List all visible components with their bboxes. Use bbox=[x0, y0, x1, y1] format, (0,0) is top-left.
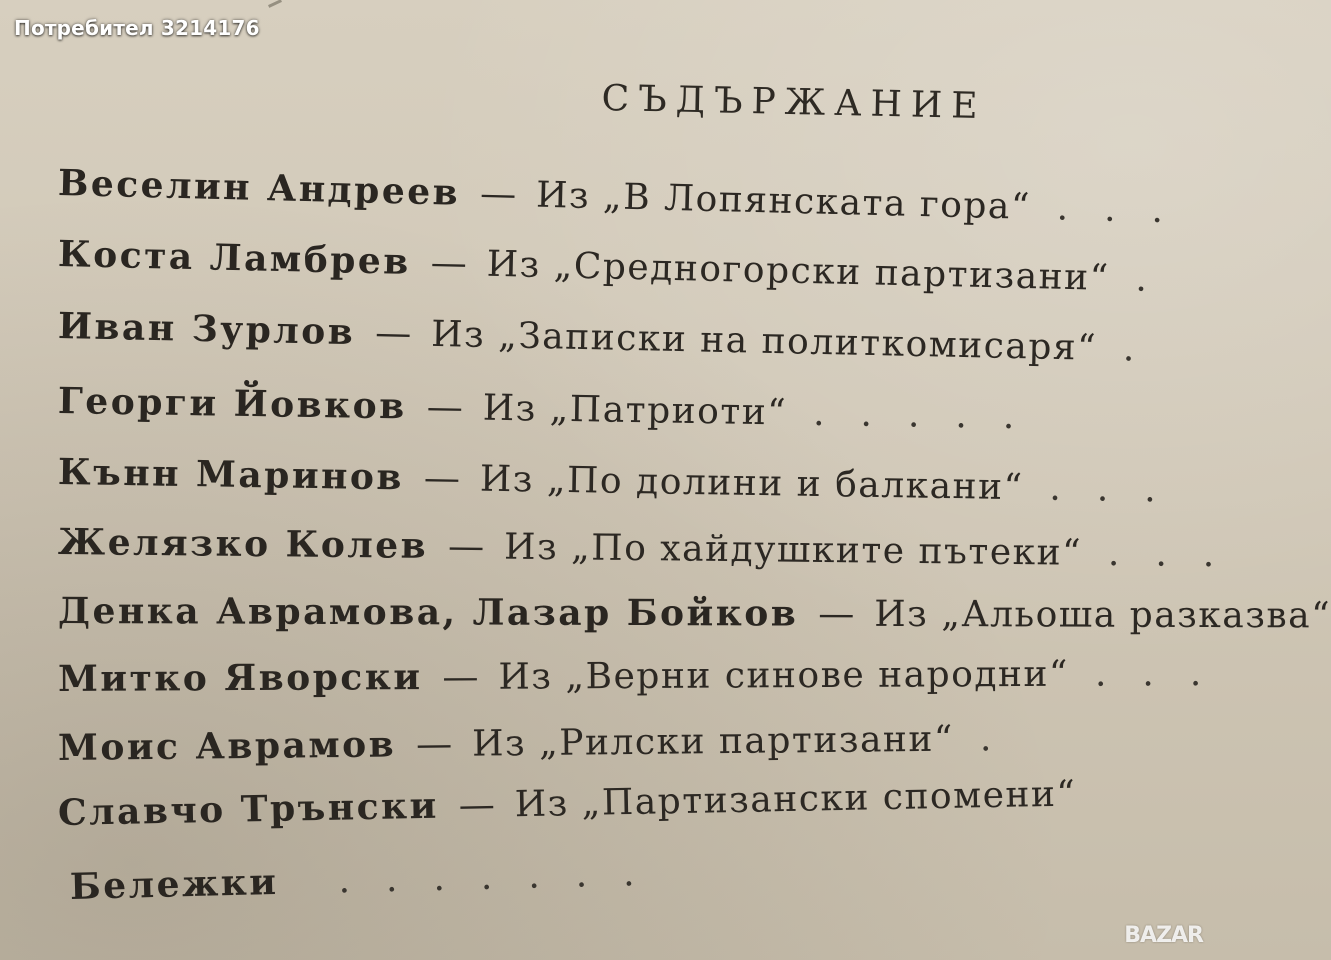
toc-entry bbox=[57, 162, 1199, 232]
toc-author: Бележки bbox=[69, 860, 279, 908]
toc-work-title: Из „Записки на политкомисаря“ bbox=[430, 313, 1098, 369]
toc-author: Кънн Маринов bbox=[57, 451, 405, 499]
toc-entry bbox=[58, 305, 1171, 370]
toc-author: Денка Аврамова, Лазар Бойков bbox=[57, 590, 799, 635]
toc-entry bbox=[58, 717, 1028, 769]
toc-entry bbox=[69, 851, 670, 908]
toc-author: Славчо Трънски bbox=[57, 784, 440, 834]
toc-work-title: Из „Патриоти“ bbox=[482, 387, 788, 434]
toc-work-title: Из „Средногорски партизани“ bbox=[486, 243, 1111, 299]
toc-leader-dots: ... bbox=[1049, 467, 1193, 511]
pencil-mark bbox=[268, 0, 282, 8]
toc-leader-dots: . bbox=[1122, 328, 1171, 371]
toc-author: Иван Зурлов bbox=[57, 305, 356, 354]
toc-dash: — bbox=[479, 173, 517, 216]
toc-leader-dots: . bbox=[979, 717, 1028, 760]
toc-dash: — bbox=[818, 593, 855, 635]
toc-author: Коста Ламбрев bbox=[57, 233, 412, 284]
toc-author: Митко Яворски bbox=[57, 656, 423, 700]
toc-author: Моис Аврамов bbox=[57, 723, 397, 769]
toc-entry bbox=[58, 380, 1051, 438]
toc-work-title: Из „Партизански спомени“ bbox=[514, 773, 1077, 826]
toc-author: Веселин Андреев bbox=[57, 162, 461, 214]
toc-dash: — bbox=[423, 457, 461, 500]
toc-author: Георги Йовков bbox=[57, 380, 408, 428]
toc-work-title: Из „В Лопянската гора“ bbox=[535, 174, 1032, 228]
uploader-username-label: Потребител 3214176 bbox=[14, 16, 260, 40]
toc-dash: — bbox=[374, 312, 412, 355]
toc-author: Желязко Колев bbox=[57, 521, 429, 567]
toc-dash: — bbox=[458, 784, 496, 827]
toc-dash: — bbox=[447, 526, 485, 568]
toc-dash: — bbox=[426, 386, 464, 429]
toc-leader-dots: . bbox=[1135, 258, 1184, 301]
toc-dash: — bbox=[442, 656, 479, 698]
toc-leader-dots: ... bbox=[1056, 187, 1200, 232]
toc-work-title: Из „По долини и балкани“ bbox=[479, 458, 1024, 509]
toc-leader-dots: ... bbox=[1094, 652, 1238, 695]
toc-work-title: Из „Рилски партизани“ bbox=[471, 718, 955, 765]
page-title: СЪДЪРЖАНИЕ bbox=[601, 78, 987, 128]
toc-work-title: Из „Альоша разказва“ bbox=[874, 593, 1331, 637]
toc-entry bbox=[58, 521, 1251, 575]
toc-entry bbox=[58, 590, 1331, 636]
toc-work-title: Из „По хайдушките пътеки“ bbox=[503, 526, 1083, 574]
toc-work-title: Из „Верни синове народни“ bbox=[498, 653, 1070, 698]
toc-entry bbox=[58, 233, 1184, 301]
toc-leader-dots: ... bbox=[1107, 532, 1251, 576]
toc-entry bbox=[58, 652, 1237, 700]
toc-dash: — bbox=[430, 242, 468, 285]
toc-leader-dots: ..... bbox=[812, 392, 1051, 438]
toc-entry bbox=[58, 772, 1077, 834]
toc-leader-dots: ....... bbox=[337, 852, 671, 902]
toc-dash: — bbox=[415, 723, 453, 766]
watermark-logo: BAZAR bbox=[1124, 923, 1203, 948]
toc-entry bbox=[58, 451, 1192, 511]
